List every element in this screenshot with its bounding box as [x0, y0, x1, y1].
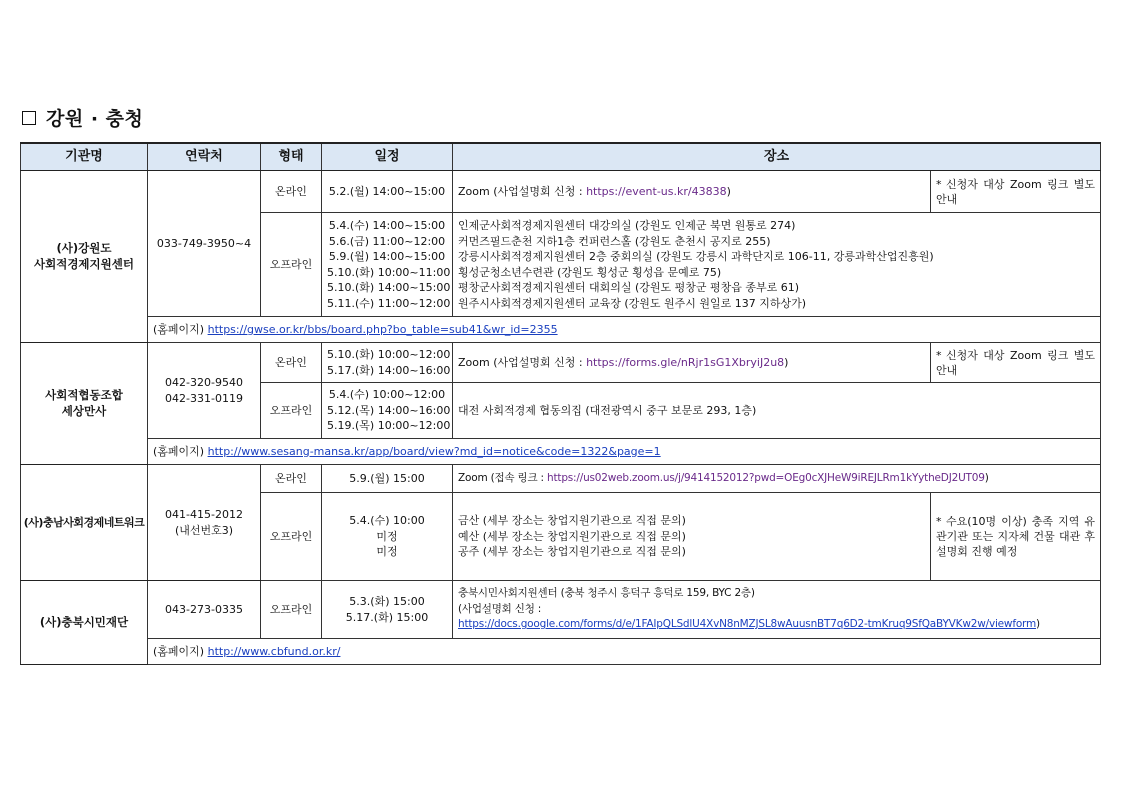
schedule-cell: 5.4.(수) 10:00~12:00 5.12.(목) 14:00~16:00 5.19.(목) 10:00~12:00	[322, 383, 453, 439]
type-cell: 온라인	[261, 171, 322, 213]
type-cell: 오프라인	[261, 581, 322, 639]
table-row	[21, 171, 1101, 213]
place-cell: 금산 (세부 장소는 창업지원기관으로 직접 문의) 예산 (세부 장소는 창업지원기관으로 직접 문의) 공주 (세부 장소는 창업지원기관으로 직접 문의)	[453, 493, 931, 581]
homepage-link[interactable]: http://www.sesang-mansa.kr/app/board/view?md_id=notice&code=1322&page=1	[207, 444, 661, 458]
type-cell: 오프라인	[261, 383, 322, 439]
table-row	[21, 343, 1101, 383]
table-header-row	[21, 143, 1101, 171]
schedule-cell: 5.10.(화) 10:00~12:00 5.17.(화) 14:00~16:00	[322, 343, 453, 383]
place-cell: Zoom (사업설명회 신청 : https://forms.gle/nRjr1sG1XbryiJ2u8)	[453, 343, 931, 383]
homepage-cell: (홈페이지) http://www.cbfund.or.kr/	[148, 639, 1101, 665]
table-row	[21, 317, 1101, 343]
zoom-signup-link[interactable]: https://forms.gle/nRjr1sG1XbryiJ2u8	[586, 355, 785, 369]
schedule-table	[20, 142, 1101, 665]
header-type: 형태	[261, 143, 322, 171]
page-title-text: 강원 · 충청	[46, 108, 144, 130]
homepage-cell: (홈페이지) http://www.sesang-mansa.kr/app/board/view?md_id=notice&code=1322&page=1	[148, 439, 1101, 465]
header-contact: 연락처	[148, 143, 261, 171]
zoom-join-link[interactable]: https://us02web.zoom.us/j/9414152012?pwd=OEg0cXJHeW9iREJLRm1kYytheDJ2UT09	[547, 471, 985, 484]
checkbox-square-icon	[22, 111, 36, 125]
place-cell: Zoom (접속 링크 : https://us02web.zoom.us/j/9414152012?pwd=OEg0cXJHeW9iREJLRm1kYytheDJ2UT09)	[453, 465, 1101, 493]
schedule-cell: 5.4.(수) 14:00~15:00 5.6.(금) 11:00~12:00 5.9.(월) 14:00~15:00 5.10.(화) 10:00~11:00 5.10.(화) 14:00~15:00 5.11.(수) 11:00~12:00	[322, 213, 453, 317]
type-cell: 오프라인	[261, 493, 322, 581]
homepage-cell: (홈페이지) https://gwse.or.kr/bbs/board.php?bo_table=sub41&wr_id=2355	[148, 317, 1101, 343]
org-cell: (사)충북시민재단	[21, 581, 148, 665]
note-cell: * 신청자 대상 Zoom 링크 별도 안내	[931, 343, 1101, 383]
table-row	[21, 439, 1101, 465]
homepage-link[interactable]: http://www.cbfund.or.kr/	[207, 644, 341, 658]
header-org: 기관명	[21, 143, 148, 171]
contact-cell: 043-273-0335	[148, 581, 261, 639]
org-cell: (사)강원도 사회적경제지원센터	[21, 171, 148, 343]
table-row	[21, 639, 1101, 665]
page-title	[22, 104, 143, 131]
type-cell: 온라인	[261, 343, 322, 383]
signup-form-link[interactable]: https://docs.google.com/forms/d/e/1FAIpQLSdlU4XvN8nMZJSL8wAuusnBT7q6D2-tmKruq9SfQaBYVKw2w/viewform	[458, 618, 1036, 631]
contact-cell: 033-749-3950~4	[148, 171, 261, 317]
place-cell: 인제군사회적경제지원센터 대강의실 (강원도 인제군 북면 원통로 274) 커먼즈필드춘천 지하1층 컨퍼런스홀 (강원도 춘천시 공지로 255) 강릉시사회적경제지원센터 2층 중회의실 (강원도 강릉시 과학단지로 106-11, 강릉과학산업진흥원) 횡성군청소년수련관 (강원도 횡성군 횡성읍 문예로 75) 평창군사회적경제지원센터 대회의실 (강원도 평창군 평창읍 종부로 61) 원주시사회적경제지원센터 교육장 (강원도 원주시 원일로 137 지하상가)	[453, 213, 1101, 317]
zoom-signup-link[interactable]: https://event-us.kr/43838	[586, 184, 727, 198]
table-row	[21, 465, 1101, 493]
place-cell: Zoom (사업설명회 신청 : https://event-us.kr/43838)	[453, 171, 931, 213]
place-cell: 대전 사회적경제 협동의집 (대전광역시 중구 보문로 293, 1층)	[453, 383, 1101, 439]
place-cell: 충북시민사회지원센터 (충북 청주시 흥덕구 흥덕로 159, BYC 2층) (사업설명회 신청 : https://docs.google.com/forms/d/e/1FAIpQLSdlU4XvN8nMZJSL8wAuusnBT7q6D2-tmKruq9SfQaBYVKw2w/viewform)	[453, 581, 1101, 639]
contact-cell: 042-320-9540 042-331-0119	[148, 343, 261, 439]
note-cell: * 신청자 대상 Zoom 링크 별도 안내	[931, 171, 1101, 213]
type-cell: 오프라인	[261, 213, 322, 317]
org-cell: 사회적협동조합 세상만사	[21, 343, 148, 465]
table-row	[21, 581, 1101, 639]
contact-cell: 041-415-2012 (내선번호3)	[148, 465, 261, 581]
header-schedule: 일정	[322, 143, 453, 171]
schedule-cell: 5.4.(수) 10:00 미정 미정	[322, 493, 453, 581]
type-cell: 온라인	[261, 465, 322, 493]
schedule-cell: 5.2.(월) 14:00~15:00	[322, 171, 453, 213]
schedule-cell: 5.9.(월) 15:00	[322, 465, 453, 493]
schedule-cell: 5.3.(화) 15:00 5.17.(화) 15:00	[322, 581, 453, 639]
homepage-link[interactable]: https://gwse.or.kr/bbs/board.php?bo_table=sub41&wr_id=2355	[207, 322, 558, 336]
header-place: 장소	[453, 143, 1101, 171]
note-cell: * 수요(10명 이상) 충족 지역 유관기관 또는 지자체 건물 대관 후 설명회 진행 예정	[931, 493, 1101, 581]
org-cell: (사)충남사회경제네트워크	[21, 465, 148, 581]
